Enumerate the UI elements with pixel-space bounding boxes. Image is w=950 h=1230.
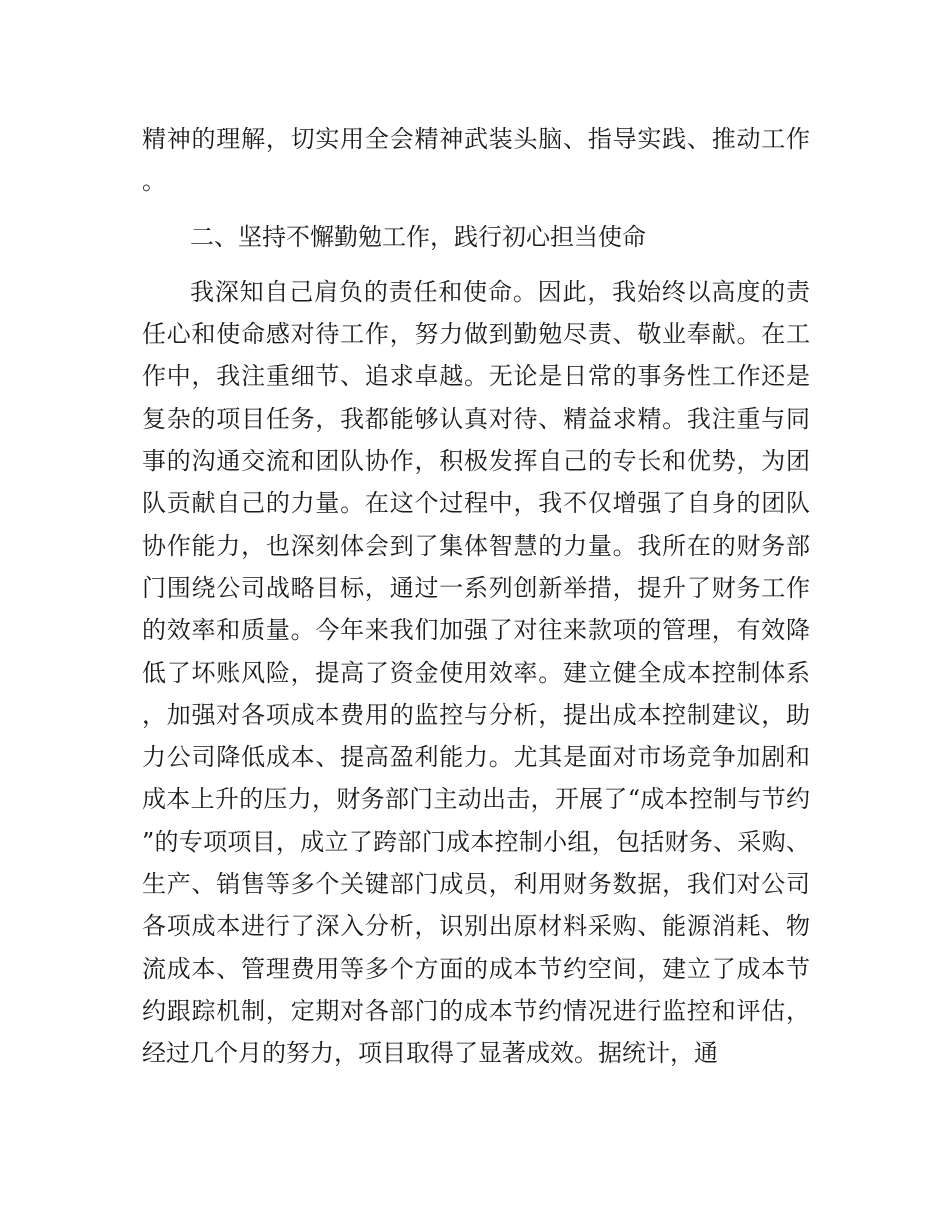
- paragraph-gap: [142, 258, 810, 271]
- paragraph-continuation: 精神的理解，切实用全会精神武装头脑、指导实践、推动工作。: [142, 125, 810, 196]
- section-heading: 二、坚持不懈勤勉工作，践行初心担当使命: [190, 222, 646, 251]
- document-body: [142, 118, 810, 1075]
- paragraph-body: 我深知自己肩负的责任和使命。因此，我始终以高度的责任心和使命感对待工作，努力做到勤勉尽责、敬业奉献。在工作中，我注重细节、追求卓越。无论是日常的事务性工作还是复杂的项目任务，我都能够认真对待、精益求精。我注重与同事的沟通交流和团队协作，积极发挥自己的专长和优势，为团队贡献自己的力量。在这个过程中，我不仅增强了自身的团队协作能力，也深刻体会到了集体智慧的力量。我所在的财务部门围绕公司战略目标，通过一系列创新举措，提升了财务工作的效率和质量。今年来我们加强了对往来款项的管理，有效降低了坏账风险，提高了资金使用效率。建立健全成本控制体系，加强对各项成本费用的监控与分析，提出成本控制建议，助力公司降低成本、提高盈利能力。尤其是面对市场竞争加剧和成本上升的压力，财务部门主动出击，开展了“成本控制与节约”的专项项目，成立了跨部门成本控制小组，包括财务、采购、生产、销售等多个关键部门成员，利用财务数据，我们对公司各项成本进行了深入分析，识别出原材料采购、能源消耗、物流成本、管理费用等多个方面的成本节约空间，建立了成本节约跟踪机制，定期对各部门的成本节约情况进行监控和评估，经过几个月的努力，项目取得了显著成效。据统计，通: [142, 277, 810, 1068]
- paragraph-gap: [142, 203, 810, 216]
